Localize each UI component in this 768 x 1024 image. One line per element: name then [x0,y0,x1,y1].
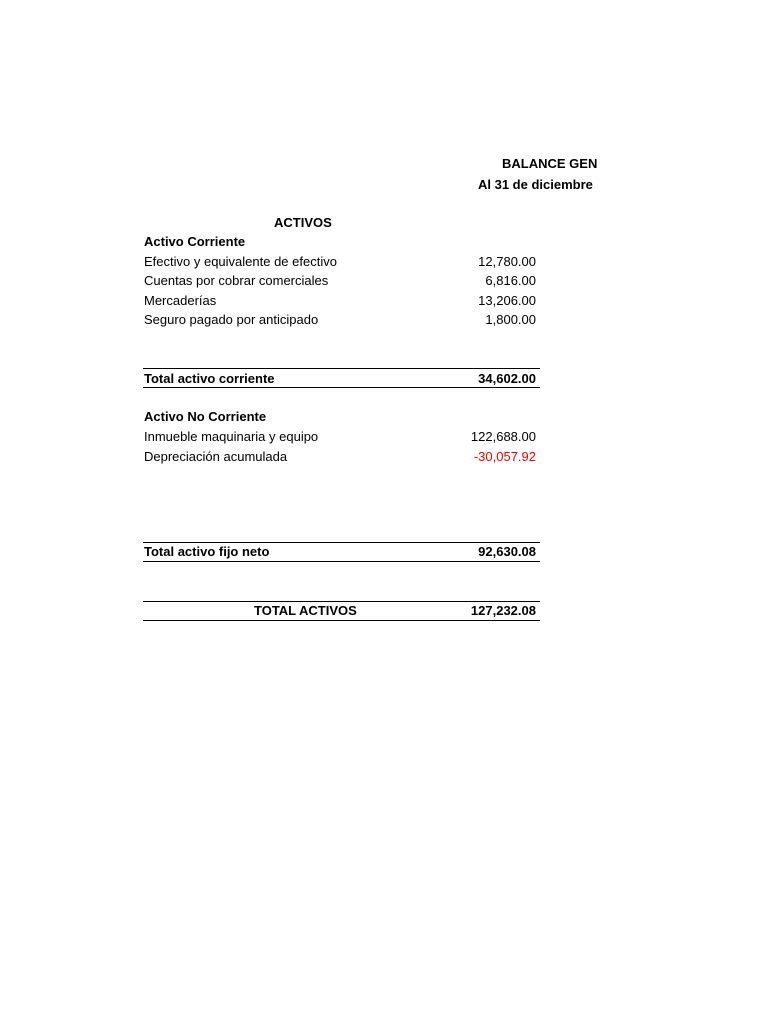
row-label: Depreciación acumulada [144,449,288,464]
row-value: 122,688.00 [470,429,536,444]
divider-line [143,561,540,562]
grand-total-label: TOTAL ACTIVOS [254,603,357,618]
row-value: 13,206.00 [478,293,536,308]
total-fixed-label: Total activo fijo neto [144,544,270,559]
row-value: 1,800.00 [485,312,536,327]
grand-total-value: 127,232.08 [470,603,536,618]
divider-line [143,542,540,543]
divider-line [143,387,540,388]
row-label: Inmueble maquinaria y equipo [144,429,319,444]
negative-row-value: -30,057.92 [473,449,536,464]
row-label: Cuentas por cobrar comerciales [144,273,329,288]
total-current-label: Total activo corriente [144,371,275,386]
divider-line [143,601,540,602]
document-title: BALANCE GEN [502,156,598,171]
document-subtitle: Al 31 de diciembre [478,177,593,192]
total-current-value: 34,602.00 [478,371,536,386]
row-label: Seguro pagado por anticipado [144,312,319,327]
row-label: Mercaderías [144,293,217,308]
row-label: Efectivo y equivalente de efectivo [144,254,337,269]
current-assets-heading: Activo Corriente [144,234,246,249]
section-title: ACTIVOS [274,215,332,230]
divider-line [143,620,540,621]
row-value: 6,816.00 [485,273,536,288]
total-fixed-value: 92,630.08 [478,544,536,559]
noncurrent-assets-heading: Activo No Corriente [144,409,267,424]
divider-line [143,368,540,369]
row-value: 12,780.00 [478,254,536,269]
